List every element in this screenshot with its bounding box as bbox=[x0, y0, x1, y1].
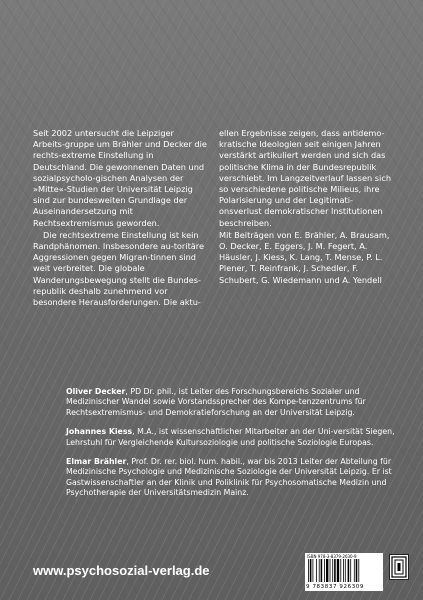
blurb-column-2 bbox=[219, 128, 393, 309]
author-bios bbox=[66, 387, 396, 508]
blurb-paragraph: Seit 2002 untersucht die Leipziger Arbeits-gruppe um Brähler und Decker die rechts-extreme Einstellung in Deutschland. Die gewonnenen Daten und sozialpsycholo-gischen Analysen der »Mitte«-Studien der Universität Leipzig sind zur bundesweiten Grundlage der Auseinandersetzung mit Rechtsextremismus geworden. bbox=[33, 128, 207, 228]
author-name: Oliver Decker bbox=[66, 387, 126, 396]
contributors-list: Mit Beiträgen von E. Brähler, A. Brausam, O. Decker, E. Eggers, J. M. Fegert, A. Häusler, J. Kiess, K. Lang, T. Mense, P. L. Plener, T. Reinfrank, J. Schedler, F. Schubert, G. Wiedemann und A. Yendell bbox=[219, 229, 390, 285]
author-bio bbox=[66, 457, 396, 499]
publisher-logo-icon bbox=[389, 554, 409, 580]
isbn-label: ISBN 978-3-8379-2630-9 bbox=[307, 554, 357, 559]
barcode-icon bbox=[307, 559, 381, 583]
blurb-column-1 bbox=[33, 128, 207, 309]
author-bio-text: , M.A., ist wissenschaftlicher Mitarbeiter an der Uni-versität Siegen, Lehrstuhl für Vergleichende Kultursoziologie und politische Soziologie Europas. bbox=[66, 427, 395, 447]
publisher-website[interactable]: www.psychosozial-verlag.de bbox=[33, 563, 210, 578]
blurb-paragraph: ellen Ergebnisse zeigen, dass antidemo-kratische Ideologien seit einigen Jahren verstärkt artikuliert werden und sich das politische Klima in der Bundesrepublik verschiebt. Im Langzeitverlauf lassen sich so verschiedene politische Milieus, ihre Polarisierung und der Legitimati-onsverlust demokratischer Institutionen beschreiben. bbox=[219, 128, 392, 228]
isbn-barcode bbox=[305, 553, 383, 591]
author-name: Johannes Kiess bbox=[66, 427, 133, 437]
author-bio-text: , PD Dr. phil., ist Leiter des Forschungsbereichs Sozialer und Medizinischer Wandel sowie Vorstandssprecher des Kompe-tenzzentrums für Rechtsextremismus- und Demokratieforschung an der Universität Leipzig. bbox=[66, 387, 366, 417]
isbn-number: 9 783837 926309 bbox=[306, 584, 364, 590]
author-name: Elmar Brähler bbox=[66, 457, 127, 467]
author-bio bbox=[66, 427, 396, 448]
author-bio-text: , Prof. Dr. rer. biol. hum. habil., war bis 2013 Leiter der Abteilung für Medizinische Psychologie und Medizinische Soziologie der Universität Leipzig. Er ist Gastwissenschaftler an der Klinik und Poliklinik für Psychosomatische Medizin und Psychotherapie der Universitätsmedizin Mainz. bbox=[66, 457, 392, 498]
blurb-paragraph: Die rechtsextreme Einstellung ist kein Randphänomen. Insbesondere au-toritäre Aggressionen gegen Migran-tinnen sind weit verbreitet. Die globale Wanderungsbewegung stellt die Bundes-republik deshalb zunehmend vor besondere Herausforderungen. Die aktu- bbox=[33, 229, 205, 308]
blurb-text bbox=[33, 128, 393, 309]
author-bio bbox=[66, 387, 396, 418]
